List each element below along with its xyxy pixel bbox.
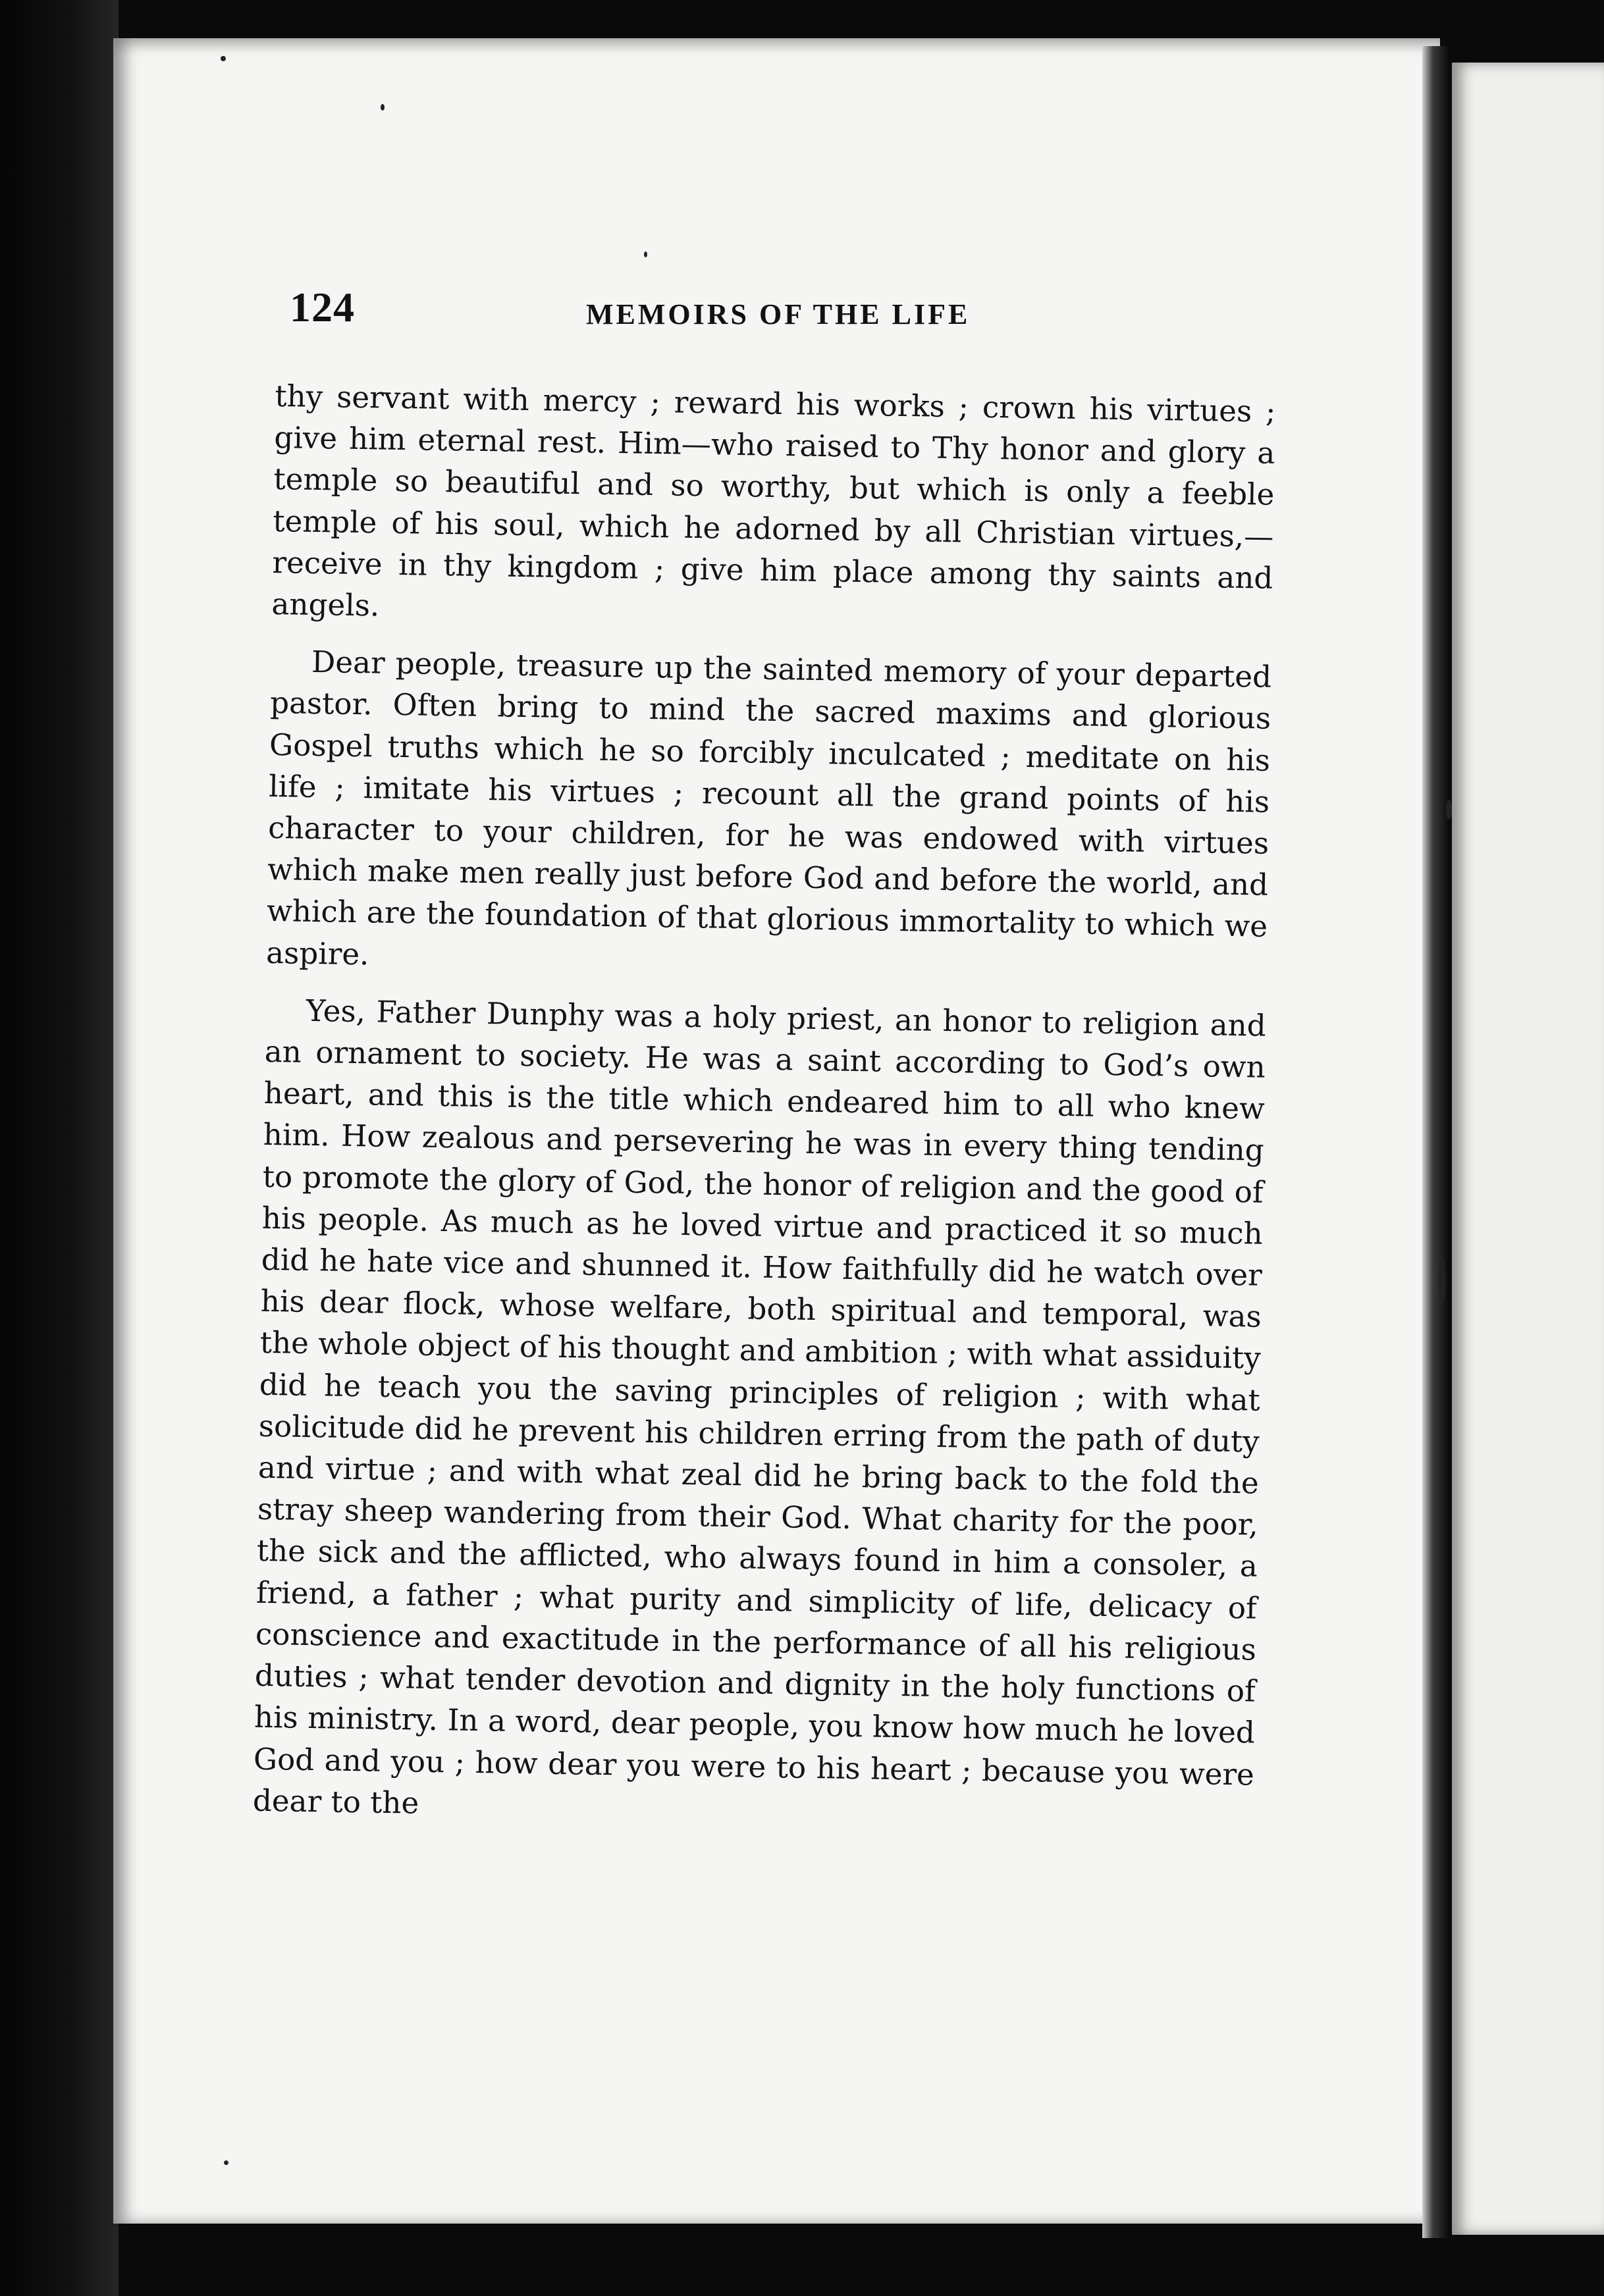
- scan-speck: [644, 251, 647, 257]
- scan-speck: [221, 56, 226, 61]
- paragraph: Yes, Father Dunphy was a holy priest, an honor to religion and an ornament to society. He was a saint according to God’s own heart, and this is the title which endeared him to all who knew him. How zealous and persevering he was in every thing tending to promote the glory of God, the honor of religion and the good of his people. As much as he loved virtue and practiced it so much did he hate vice and shunned it. How faithfully did he watch over his dear flock, whose welfare, both spiritual and temporal, was the whole object of his thought and ambition ; with what assiduity did he teach you the saving principles of religion ; with what solicitude did he prevent his children erring from the path of duty and virtue ; and with what zeal did he bring back to the fold the stray sheep wandering from their God. What charity for the poor, the sick and the afflicted, who always found in him a consoler, a friend, a father ; what purity and simplicity of life, delicacy of conscience and exactitude in the performance of all his religious duties ; what tender devotion and dignity in the holy functions of his ministry. In a word, dear people, you know how much he loved God and you ; how dear you were to his heart ; because you were dear to the: [252, 993, 1267, 1821]
- scan-speck: [1439, 1257, 1445, 1303]
- book-gutter: [1422, 46, 1449, 2238]
- scan-speck: [381, 104, 385, 111]
- running-head: [290, 283, 1317, 349]
- facing-page-edge: [1452, 63, 1604, 2235]
- scan-speck: [1446, 800, 1452, 820]
- paragraph: thy servant with mercy ; reward his works ; crown his virtues ; give him eternal rest. Him—who raised to Thy honor and glory a temple so beautiful and so worthy, but which is only a feeble temple of his soul, which he adorned by all Christian virtues,—receive in thy kingdom ; give him place among thy saints and angels.: [271, 378, 1276, 623]
- scan-dark-margin: [0, 0, 119, 2296]
- paragraph: Dear people, treasure up the sainted memory of your departed pastor. Often bring to mind the sacred maxims and glorious Gospel truths which he so forcibly inculcated ; meditate on his life ; imitate his virtues ; recount all the grand points of his character to your children, for he was endowed with virtues which make men really just before God and before the world, and which are the foundation of that glorious immortality to which we aspire.: [265, 644, 1272, 972]
- scan-speck: [224, 2160, 228, 2165]
- page-number: 124: [290, 284, 355, 330]
- running-title: MEMOIRS OF THE LIFE: [586, 298, 971, 330]
- body-text: [252, 375, 1276, 1853]
